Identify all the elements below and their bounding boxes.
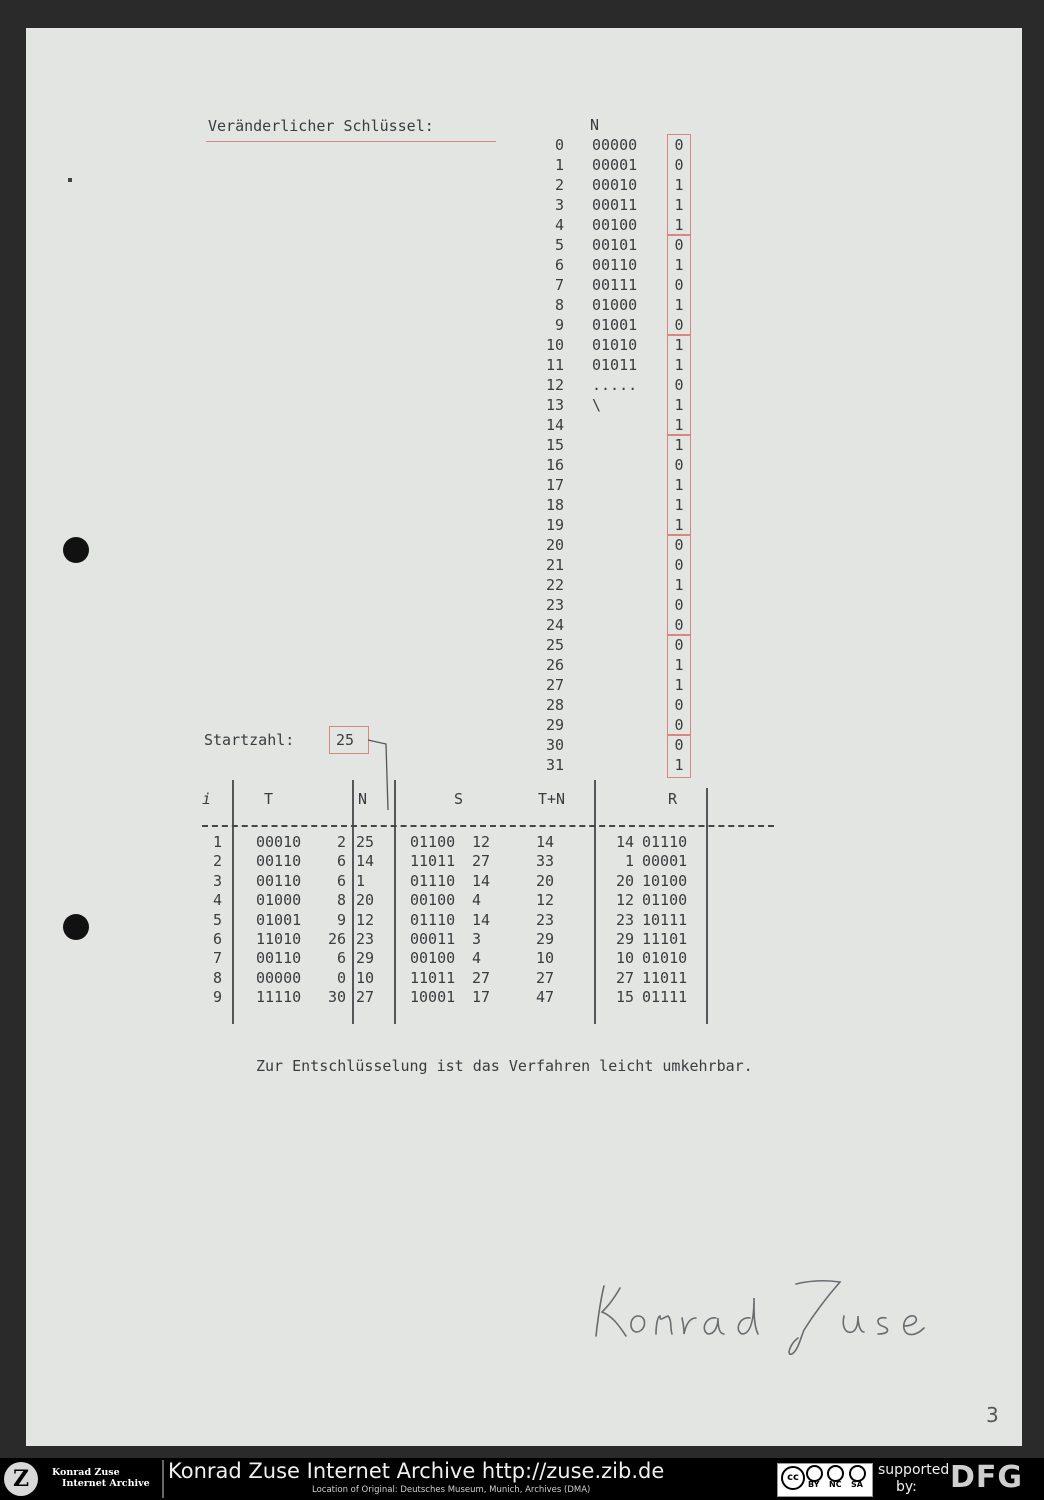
- key-index: 7: [554, 276, 564, 294]
- s-bits: 00100: [410, 949, 456, 968]
- key-bits: 01001: [592, 316, 638, 334]
- n-value: 14: [356, 852, 375, 871]
- key-bit-value: 1: [674, 516, 684, 534]
- key-group-box: [667, 634, 691, 736]
- row-index: 7: [212, 949, 222, 968]
- key-bits: 01010: [592, 336, 638, 354]
- r-bits: 11011: [642, 968, 688, 987]
- t-bits: 11010: [256, 930, 302, 948]
- t-decimal: 0: [336, 968, 346, 987]
- key-index: 25: [545, 636, 564, 654]
- key-bit-value: 1: [674, 216, 684, 234]
- header-r: R: [668, 790, 678, 808]
- header-s: S: [454, 790, 464, 808]
- row-index: 8: [212, 968, 222, 987]
- key-bit-value: 0: [674, 276, 684, 294]
- supported-label: supported: [878, 1462, 950, 1478]
- key-bit-value: 1: [674, 416, 684, 434]
- n-value: 12: [356, 910, 375, 929]
- key-group-box: [667, 134, 691, 236]
- cc-by-symbol-icon: [806, 1465, 823, 1482]
- key-bit-value: 1: [674, 576, 684, 594]
- key-bits: 00011: [592, 196, 638, 214]
- key-index: 4: [554, 216, 564, 234]
- key-index: 6: [554, 256, 564, 274]
- key-index: 24: [545, 616, 564, 634]
- key-bit-value: 0: [674, 616, 684, 634]
- key-bit-value: 1: [674, 436, 684, 454]
- t-decimal: 30: [327, 988, 346, 1007]
- punch-hole-top: [63, 537, 89, 563]
- t-decimal: 6: [336, 871, 346, 890]
- key-index: 5: [554, 236, 564, 254]
- key-index: 22: [545, 576, 564, 594]
- heading-underline: [206, 141, 496, 142]
- key-bit-value: 1: [674, 756, 684, 774]
- key-bits: 00010: [592, 176, 638, 194]
- table-rule-1: [232, 780, 234, 1024]
- s-decimal: 14: [472, 910, 491, 929]
- key-index: 3: [554, 196, 564, 214]
- cc-by-icon: BY: [808, 1480, 820, 1489]
- footer-divider: [162, 1460, 164, 1498]
- r-bits: 01110: [642, 833, 688, 851]
- n-value: 29: [356, 949, 375, 968]
- key-index: 9: [554, 316, 564, 334]
- key-bit-value: 0: [674, 136, 684, 154]
- t-plus-n: 20: [536, 871, 555, 890]
- t-bits: 00110: [256, 949, 302, 968]
- page-number: 3: [986, 1403, 999, 1427]
- header-i: i: [202, 790, 212, 808]
- s-decimal: 4: [472, 891, 482, 910]
- row-index: 9: [212, 988, 222, 1007]
- t-plus-n: 29: [536, 930, 555, 948]
- key-index: 26: [545, 656, 564, 674]
- signature-konrad-zuse: [586, 1258, 966, 1358]
- r-decimal: 23: [615, 910, 634, 929]
- key-group-box: [667, 234, 691, 336]
- s-bits: 01110: [410, 871, 456, 890]
- key-index: 21: [545, 556, 564, 574]
- key-bits: 01000: [592, 296, 638, 314]
- n-value: 20: [356, 891, 375, 910]
- key-bit-value: 1: [674, 196, 684, 214]
- key-index: 20: [545, 536, 564, 554]
- r-bits: 00001: [642, 852, 688, 871]
- t-bits: 00110: [256, 852, 302, 871]
- key-group-box: [667, 334, 691, 436]
- note: Zur Entschlüsselung ist das Verfahren leicht umkehrbar.: [256, 1057, 753, 1075]
- s-bits: 01110: [410, 910, 456, 929]
- key-bit-value: 1: [674, 336, 684, 354]
- n-value: 27: [356, 988, 375, 1007]
- key-bit-value: 1: [674, 356, 684, 374]
- key-column-header: N: [590, 116, 600, 134]
- table-rule-3: [394, 780, 396, 1024]
- cc-sa-symbol-icon: [849, 1465, 866, 1482]
- key-bit-value: 0: [674, 596, 684, 614]
- logo-line-2: Internet Archive: [62, 1478, 150, 1489]
- t-plus-n: 14: [536, 833, 555, 851]
- zuse-logo-letter: Z: [12, 1466, 30, 1492]
- location-note: Location of Original: Deutsches Museum, Munich, Archives (DMA): [312, 1485, 591, 1495]
- key-bits: 00001: [592, 156, 638, 174]
- table-rule-5: [706, 788, 708, 1024]
- s-bits: 11011: [410, 968, 456, 987]
- t-bits: 01000: [256, 891, 302, 910]
- r-bits: 01111: [642, 988, 688, 1007]
- startzahl-label: Startzahl:: [204, 731, 295, 749]
- s-bits: 00100: [410, 891, 456, 910]
- cc-sa-icon: SA: [851, 1480, 863, 1489]
- t-bits: 01001: [256, 910, 302, 929]
- key-bit-value: 0: [674, 456, 684, 474]
- key-bit-value: 1: [674, 256, 684, 274]
- r-decimal: 10: [615, 949, 634, 968]
- t-decimal: 8: [336, 891, 346, 910]
- s-bits: 01100: [410, 833, 456, 851]
- key-index: 30: [545, 736, 564, 754]
- archive-title: Konrad Zuse Internet Archive http://zuse.zib.de: [168, 1459, 665, 1483]
- key-bits: 01011: [592, 356, 638, 374]
- table-header-rule: [202, 825, 774, 827]
- margin-mark: [68, 178, 72, 182]
- cc-nc-icon: NC: [829, 1480, 842, 1489]
- key-group-box: [667, 434, 691, 536]
- s-bits: 11011: [410, 852, 456, 871]
- header-t: T: [264, 790, 274, 808]
- t-plus-n: 27: [536, 968, 555, 987]
- r-decimal: 14: [615, 833, 634, 851]
- key-index: 17: [545, 476, 564, 494]
- key-index: 0: [554, 136, 564, 154]
- r-bits: 01010: [642, 949, 688, 968]
- key-bits: 00100: [592, 216, 638, 234]
- key-group-box: [667, 534, 691, 636]
- r-decimal: 29: [615, 930, 634, 948]
- header-tn: T+N: [538, 790, 566, 808]
- t-decimal: 6: [336, 852, 346, 871]
- r-bits: 10111: [642, 910, 688, 929]
- r-decimal: 20: [615, 871, 634, 890]
- startzahl-arrow: [366, 734, 396, 814]
- key-bits: \: [592, 396, 602, 414]
- key-index: 29: [545, 716, 564, 734]
- key-index: 28: [545, 696, 564, 714]
- s-decimal: 12: [472, 833, 491, 851]
- key-bit-value: 0: [674, 156, 684, 174]
- key-bit-value: 1: [674, 496, 684, 514]
- r-decimal: 12: [615, 891, 634, 910]
- key-bits: 00110: [592, 256, 638, 274]
- r-bits: 10100: [642, 871, 688, 890]
- key-index: 1: [554, 156, 564, 174]
- key-index: 11: [545, 356, 564, 374]
- key-index: 23: [545, 596, 564, 614]
- n-value: 25: [356, 833, 375, 851]
- punch-hole-bottom: [63, 914, 89, 940]
- key-bit-value: 0: [674, 376, 684, 394]
- n-value: 10: [356, 968, 375, 987]
- key-bit-value: 1: [674, 656, 684, 674]
- row-index: 5: [212, 910, 222, 929]
- header-n: N: [358, 790, 368, 808]
- key-index: 12: [545, 376, 564, 394]
- heading: Veränderlicher Schlüssel:: [208, 117, 434, 135]
- t-decimal: 6: [336, 949, 346, 968]
- t-plus-n: 33: [536, 852, 555, 871]
- s-bits: 00011: [410, 930, 456, 948]
- key-bit-value: 0: [674, 556, 684, 574]
- key-index: 19: [545, 516, 564, 534]
- key-bit-value: 0: [674, 536, 684, 554]
- key-bit-value: 0: [674, 236, 684, 254]
- row-index: 2: [212, 852, 222, 871]
- key-index: 13: [545, 396, 564, 414]
- key-index: 15: [545, 436, 564, 454]
- key-index: 27: [545, 676, 564, 694]
- key-bits: 00000: [592, 136, 638, 154]
- key-bit-value: 1: [674, 296, 684, 314]
- s-bits: 10001: [410, 988, 456, 1007]
- cc-icon: cc: [781, 1466, 805, 1490]
- key-index: 10: [545, 336, 564, 354]
- s-decimal: 17: [472, 988, 491, 1007]
- key-bit-value: 0: [674, 316, 684, 334]
- t-bits: 11110: [256, 988, 302, 1007]
- key-bit-value: 0: [674, 736, 684, 754]
- key-bit-value: 0: [674, 716, 684, 734]
- row-index: 4: [212, 891, 222, 910]
- by-label: by:: [896, 1479, 917, 1495]
- archive-footer: [0, 1458, 1044, 1500]
- startzahl-value: 25: [336, 731, 355, 749]
- n-value: 1: [356, 871, 366, 890]
- key-index: 16: [545, 456, 564, 474]
- key-bit-value: 1: [674, 676, 684, 694]
- key-index: 14: [545, 416, 564, 434]
- key-bits: .....: [592, 376, 638, 394]
- t-plus-n: 12: [536, 891, 555, 910]
- table-rule-4: [594, 780, 596, 1024]
- dfg-logo: DFG: [950, 1460, 1024, 1495]
- s-decimal: 27: [472, 968, 491, 987]
- key-bit-value: 1: [674, 396, 684, 414]
- t-plus-n: 23: [536, 910, 555, 929]
- table-rule-2: [352, 780, 354, 1024]
- key-group-box: [667, 734, 691, 778]
- t-decimal: 9: [336, 910, 346, 929]
- logo-line-1: Konrad Zuse: [52, 1467, 120, 1478]
- r-bits: 11101: [642, 930, 688, 948]
- s-decimal: 3: [472, 930, 482, 948]
- s-decimal: 27: [472, 852, 491, 871]
- key-index: 31: [545, 756, 564, 774]
- row-index: 6: [212, 930, 222, 948]
- t-plus-n: 47: [536, 988, 555, 1007]
- key-bit-value: 1: [674, 176, 684, 194]
- r-decimal: 27: [615, 968, 634, 987]
- r-decimal: 15: [615, 988, 634, 1007]
- key-index: 2: [554, 176, 564, 194]
- s-decimal: 14: [472, 871, 491, 890]
- key-index: 8: [554, 296, 564, 314]
- key-index: 18: [545, 496, 564, 514]
- row-index: 3: [212, 871, 222, 890]
- n-value: 23: [356, 930, 375, 948]
- r-decimal: 1: [624, 852, 634, 871]
- document-page: [26, 28, 1022, 1446]
- cc-nc-symbol-icon: [827, 1465, 844, 1482]
- t-decimal: 26: [327, 930, 346, 948]
- t-bits: 00000: [256, 968, 302, 987]
- key-bit-value: 1: [674, 476, 684, 494]
- row-index: 1: [212, 833, 222, 851]
- r-bits: 01100: [642, 891, 688, 910]
- t-bits: 00010: [256, 833, 302, 851]
- key-bits: 00111: [592, 276, 638, 294]
- t-decimal: 2: [336, 833, 346, 851]
- t-bits: 00110: [256, 871, 302, 890]
- t-plus-n: 10: [536, 949, 555, 968]
- key-bit-value: 0: [674, 636, 684, 654]
- s-decimal: 4: [472, 949, 482, 968]
- key-bits: 00101: [592, 236, 638, 254]
- key-bit-value: 0: [674, 696, 684, 714]
